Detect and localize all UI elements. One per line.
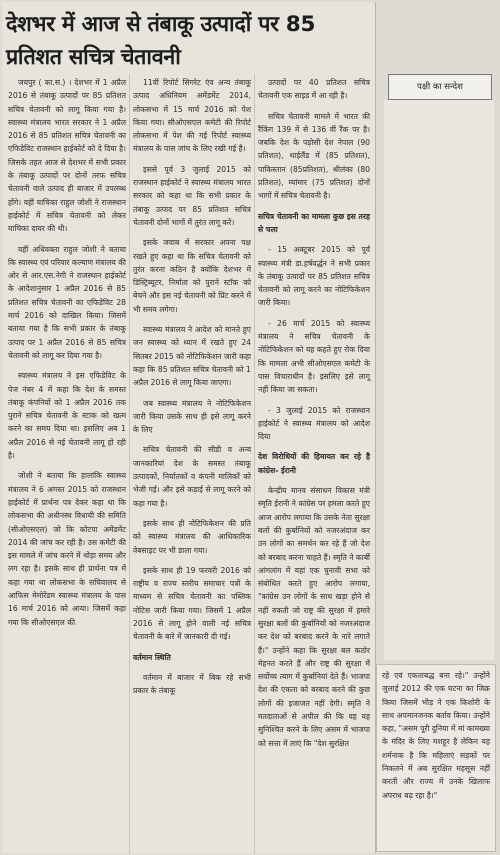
paragraph: स्वास्थ्य मंत्रालय ने इस एफिडेविट के पेज नंबर 4 में कहा कि देश के समस्त तंबाकू कंपनियों को 1 अप्रैल 2016 तक पुराने सचित्र चेतावनी के स्टाक को खत्म करने का समय दिया था। इसलिए अब 1 अप्रैल 2016 से नई चेतावनी लागू हो रही है।	[8, 371, 126, 461]
paragraph: - 15 अक्टूबर 2015 को पूर्व स्वास्थ्य मंत्री डा.हर्षवर्द्धन ने सभी प्रकार के तंबाकू उत्पादों पर 85 प्रतिशत सचित्र चेतावनी को लागू करने का नोटिफिकेशन जारी किया।	[258, 245, 370, 308]
paragraph: इससे पूर्व 3 जुलाई 2015 को राजस्थान हाईकोर्ट ने स्वास्थ्य मंत्रालय भारत सरकार को कहा था कि सभी प्रकार के तंबाकू उत्पाद पर 85 प्रतिशत सचित्र चेतावनी दोनों भागों में तुरंत लागू करें।	[133, 164, 251, 227]
paragraph: इसके जवाब में सरकार अपना पक्ष रखते हुए कहा था कि सचित्र चेतावनी को तुरंत करना कठिन है क्योंकि देशभर में डिस्ट्रिब्यूटर, निर्माता को पुराने स्टॉक को बेचने और इस नई चेतावनी को प्रिंट करने में भी समय लगेगा।	[133, 238, 251, 314]
blank-side-strip	[384, 100, 494, 660]
paragraph: सचित्र चेतावनी मामले में भारत की रैंकिंग 139 में से 136 वीं रैंक पर है। जबकि देश के पड़ोसी देश नेपाल (90 प्रतिशत), थाईलैंड में (85 प्रतिशत), पाकिस्तान (85प्रतिशत), श्रीलंका (80 प्रतिशत), म्यांमार (75 प्रतिशत) दोनों भागों में सचित्र चेतावनी है।	[258, 111, 370, 201]
subheading: वर्तमान स्थिति	[133, 652, 171, 662]
paragraph: जयपुर ( का.स.) । देशभर में 1 अप्रैल 2016 से तंबाकू उत्पादों पर 85 प्रतिशत सचित्र चेतावनी को लागू किया गया है। स्वास्थ्य मंत्रालय भारत सरकार ने 1 अप्रैल 2016 से 85 प्रतिशत सचित्र चेतावनी का एफिडेविट राजस्थान हाईकोर्ट को दे दिया है। जिसके तहत आज से देशभर में सभी प्रकार के तंबाकू उत्पादों पर दोनों तरफ सचित्र चेतावनी वाले उत्पाद ही बाजार में उपलब्ध होंगे। वहीं याचिका राहुल जोशी ने राजस्थान हाईकोर्ट में सचित्र चेतावनी को लेकर याचिका दायर की थी।	[8, 78, 126, 234]
subheading: सचित्र चेतावनी का मामला कुछ इस तरह से चला	[258, 211, 370, 234]
paragraph: - 3 जुलाई 2015 को राजस्थान हाईकोर्ट ने स्वास्थ्य मंत्रालय को आदेश दिया	[258, 405, 370, 442]
article-column-1	[8, 76, 126, 854]
paragraph: जब स्वास्थ्य मंत्रालय ने नोटिफिकेशन जारी किया उसके साथ ही इसे लागू करने के लिए	[133, 398, 251, 435]
paragraph: इसके साथ ही 19 फरवरी 2016 को राष्ट्रीय व राज्य स्तरीय समाचार पत्रों के माध्यम से सचित्र चेतावनी का पब्लिक नोटिस जारी किया गया। जिसमें 1 अप्रैल 2016 से लागू होने वाली नई सचित्र चेतावनी के बारे में जानकारी दी गई।	[133, 565, 251, 642]
subheading: देश विरोधियों की हिमायत कर रहे है कांग्रेस- ईरानी	[258, 452, 370, 475]
column-divider	[254, 74, 255, 854]
paragraph: स्वास्थ्य मंत्रालय ने आदेश को मानते हुए जन स्वास्थ्य को ध्यान में रखते हुए 24 सितबर 2015 को नोटिफिकेशन जारी कहा कहा कि 85 प्रतिशत सचित्र चेतावनी को 1 अप्रैल 2016 से लागू किया जाएगा।	[133, 325, 251, 388]
paragraph: जोशी ने बताया कि हालांकि स्वास्थ्य मंत्रालय ने 6 अगस्त 2015 को राजस्थान हाईकोर्ट में प्रार्थना पत्र देकर कहा था कि लोकसभा की अधीनस्थ विधायी की समिति (सीओएसएल) जो कि कोटपा अमेंडमेंट 2014 की जांच कर रही है। उस कमेटी की इस मामले में जांच करने में थोड़ा समय और लग रहा है। इसके साथ ही प्रार्थना पत्र में कहा गया था लोकसभा के सचिवालय से आफिस मेमोरेंडम स्वास्थ्य मंत्रालय के पास 16 मार्च 2016 को आया। जिसमें कहा गया कि सीओएसएल की	[8, 471, 126, 627]
paragraph: वहीं अधिवक्ता राहुल जोशी ने बताया कि स्वास्थ्य एवं परिवार कल्याण मंत्रालय की ओर से आर.एस.नेगी ने राजस्थान हाईकोर्ट के आदेशानुसार 1 अप्रैल 2016 से 85 प्रतिशत सचित्र चेतावनी का एफिडेविट 28 मार्च 2016 को दाखिल किया। जिसमें बताया गया है कि सभी प्रकार के तंबाकू उत्पाद पर 1 अप्रैल 2016 से 85 सचित्र चेतावनी को लागू कर दिया गया है।	[8, 244, 126, 360]
continuation-clipping	[376, 664, 496, 852]
news-clipping	[2, 2, 376, 853]
paragraph: केन्द्रीय मानव संसाधन विकास मंत्री स्मृति ईरानी ने कांग्रेस पर हमला करते हुए आज आरोप लगाया कि उसके नेता सुरक्षा बलों की कुर्बानियों को नजरअंदाज कर उन लोगों का समर्थन कर रहे हैं जो देश को बरबाद करना चाहते हैं। स्मृति ने कार्बी आंगलांग में यहां एक चुनावी सभा को संबोधित करते हुए आरोप लगाया, "कांग्रेस उन लोगों के साथ खड़ा होने से नहीं रुकती जो राष्ट्र की सुरक्षा में हमारे सुरक्षा बलों की कुर्बानियों को नजरअंदाज कर देश को बरबाद करने के नारे लगाते हैं।" उन्होंने कहा कि सुरक्षा बल कठोर मेहनत करते हैं और राष्ट्र की सुरक्षा में सर्वोच्च त्याग में कुर्बानियां देते हैं। भाजपा देश की एकता को बरबाद करने की कुछ लोगों की इजाजत नहीं देगी। स्मृति ने मतदाताओं से अपील की कि वह यह सुनिश्चित करने के लिए असम में भाजपा को सत्ता में लाएं कि "देश सुरक्षित	[258, 486, 370, 748]
paragraph: - 26 मार्च 2015 को स्वास्थ्य मंत्रालय ने सचित्र चेतावनी के नोटिफिकेशन को यह कहते हुए रोक दिया कि मामला अभी सीओएसएल कमेटी के पास विचाराधीन है। इसलिए इसे लागू नहीं किया जा सकता।	[258, 318, 370, 395]
paragraph: वर्तमान में बाजार में बिक रहे सभी प्रकार के तंबाकू	[133, 672, 251, 696]
paragraph: इसके साथ ही नोटिफिकेशन की प्रति को स्वास्थ्य मंत्रालय की आधिकारिक वेबसाइट पर भी डाला गया।	[133, 518, 251, 555]
paragraph: सचित्र चेतावनी की सीडी व अन्य जानकारियां देश के समस्त तंबाकू उत्पादकों, निर्यातकों व कंपनी मालिकों को भेजी गई। और इसे कड़ाई से लागू करने को कहा गया है।	[133, 445, 251, 508]
paragraph: 11वीं रिपोर्ट सिगरेट एंव अन्य तंबाकू उत्पाद अधिनियम अमेंडमेंट 2014, लोकसभा में 15 मार्च 2016 को पेश किया गया। सीओएसएल कमेटी की रिपोर्ट लोकसभा में पेश की गई रिपोर्ट स्वास्थ्य मंत्रालय के पास जांच के लिए रखी गई है।	[133, 78, 251, 154]
article-column-3	[258, 76, 370, 748]
column-divider	[129, 74, 130, 854]
paragraph: रहे एवं एकताबद्ध बना रहे।" उन्होंने जुलाई 2012 की एक घटना का जिक्र किया जिसमें भीड़ ने एक किशोरी के साथ अपमानजनक बर्ताव किया। उन्होंने कहा, "असम पूरी दुनिया में मां कामख्या के मंदिर के लिए मशहूर है लेकिन यह शर्मनाक है कि महिलाएं सड़कों पर निकलने में अब सुरक्षित महसूस नहीं करतीं और राज्य में उनके खिलाफ अपराध बढ़ रहा है।"	[382, 671, 490, 800]
headline: देशभर में आज से तंबाकू उत्पादों पर 85 प्रतिशत सचित्र चेतावनी	[6, 12, 316, 70]
paragraph: उत्पादों पर 40 प्रतिशत सचित्र चेतावनी एक साइड में आ रही है।	[258, 78, 370, 101]
side-label: पक्षी का सन्देश	[388, 74, 492, 100]
article-column-2	[133, 76, 251, 854]
